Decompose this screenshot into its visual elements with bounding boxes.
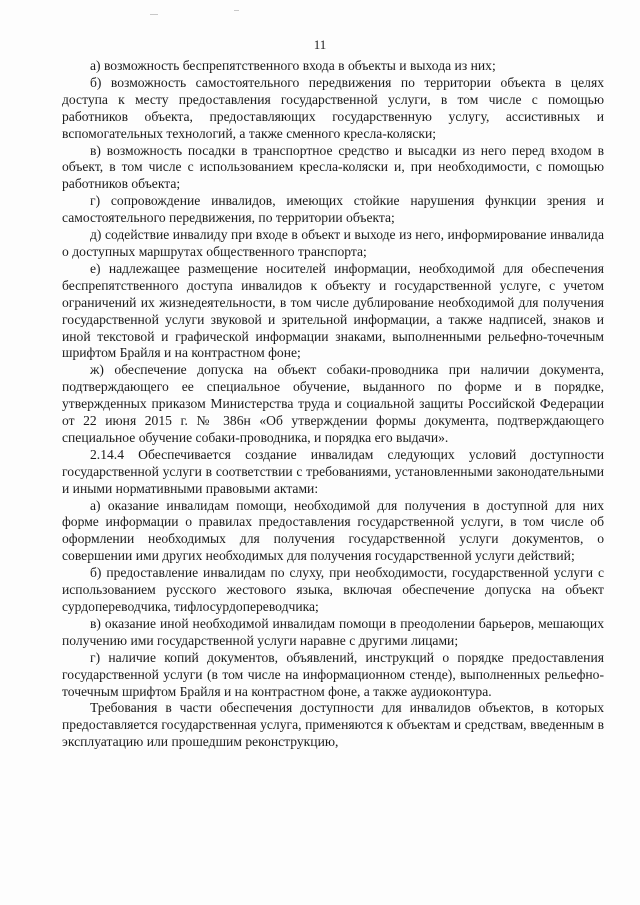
paragraph-item-d: д) содействие инвалиду при входе в объект и выходе из него, информирование инвалида о доступных маршрутах общественного транспорта; [62, 227, 604, 259]
paragraph-2-14-4-item-g: г) наличие копий документов, объявлений, инструкций о порядке предоставления государственной услуги (в том числе на информационном стенде), выполненных рельефно-точечным шрифтом Брайля и на контрастном фоне, а также аудиоконтура. [62, 649, 604, 699]
paragraph-item-v: в) возможность посадки в транспортное средство и высадки из него перед входом в объект, в том числе с использованием кресла-коляски и, при необходимости, с помощью работников объекта; [62, 142, 604, 192]
paragraph-section-2-14-4: 2.14.4 Обеспечивается создание инвалидам следующих условий доступности государственной услуги в соответствии с требованиями, установленными законодательными и иными нормативными правовыми актами: [62, 446, 604, 496]
paragraph-2-14-4-item-a: а) оказание инвалидам помощи, необходимой для получения в доступной для них форме информации о правилах предоставления государственной услуги, в том числе об оформлении необходимых для получения государственной услуги документов, о совершении ими других необходимых для получения государственной услуги действий; [62, 497, 604, 564]
paragraph-item-zh: ж) обеспечение допуска на объект собаки-проводника при наличии документа, подтверждающего ее специальное обучение, выданного по форме и в порядке, утвержденных приказом Министерства труда и социальной защиты Российской Федерации от 22 июня 2015 г. № 386н «Об утверждении формы документа, подтверждающего специальное обучение собаки-проводника, и порядка его выдачи». [62, 362, 604, 445]
paragraph-requirements: Требования в части обеспечения доступности для инвалидов объектов, в которых предоставляется государственная услуга, применяются к объектам и средствам, введенным в эксплуатацию или прошедшим реконструкцию, [62, 700, 604, 750]
paragraph-item-a: а) возможность беспрепятственного входа в объекты и выхода из них; [90, 58, 496, 73]
scan-artifact [150, 14, 158, 15]
paragraph-2-14-4-item-v: в) оказание иной необходимой инвалидам помощи в преодолении барьеров, мешающих получению ими государственной услуги наравне с другими лицами; [62, 615, 604, 648]
document-body [62, 58, 604, 751]
scan-artifact [234, 10, 239, 11]
paragraph-item-e: е) надлежащее размещение носителей информации, необходимой для обеспечения беспрепятственного доступа инвалидов к объекту и государственной услуге, с учетом ограничений их жизнедеятельности, в том числе дублирование необходимой для получения государственной услуги звуковой и зрительной информации, а также надписей, знаков и иной текстовой и графической информации знаками, выполненными рельефно-точечным шрифтом Брайля и на контрастном фоне; [62, 260, 604, 361]
paragraph-item-b: б) возможность самостоятельного передвижения по территории объекта в целях доступа к месту предоставления государственной услуги, в том числе с помощью работников объекта, предоставляющих государственную услугу, ассистивных и вспомогательных технологий, а также сменного кресла-коляски; [62, 74, 604, 141]
page-number: 11 [313, 37, 327, 52]
paragraph-item-g: г) сопровождение инвалидов, имеющих стойкие нарушения функции зрения и самостоятельного передвижения, по территории объекта; [62, 193, 604, 226]
paragraph-2-14-4-item-b: б) предоставление инвалидам по слуху, при необходимости, государственной услуги с использованием русского жестового языка, включая обеспечение допуска на объект сурдопереводчика, тифлосурдопереводчика; [62, 565, 604, 614]
